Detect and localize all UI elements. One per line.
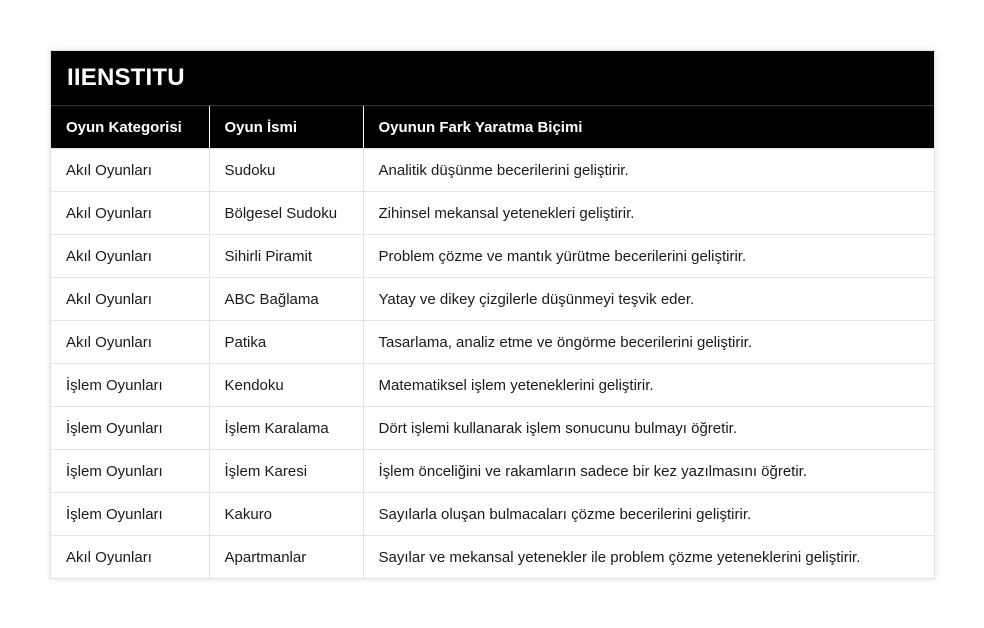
games-table-card — [50, 50, 935, 579]
cell-difference: Yatay ve dikey çizgilerle düşünmeyi teşvik eder. — [363, 278, 934, 321]
cell-category: Akıl Oyunları — [51, 149, 209, 192]
cell-game-name: Kendoku — [209, 364, 363, 407]
cell-category: İşlem Oyunları — [51, 450, 209, 493]
header-category: Oyun Kategorisi — [51, 106, 209, 149]
cell-game-name: İşlem Karesi — [209, 450, 363, 493]
cell-category: Akıl Oyunları — [51, 235, 209, 278]
header-difference: Oyunun Fark Yaratma Biçimi — [363, 106, 934, 149]
table-row — [51, 192, 934, 235]
table-row — [51, 407, 934, 450]
table-row — [51, 235, 934, 278]
cell-category: İşlem Oyunları — [51, 407, 209, 450]
header-row — [51, 106, 934, 149]
cell-difference: Sayılar ve mekansal yetenekler ile problem çözme yeteneklerini geliştirir. — [363, 536, 934, 579]
table-row — [51, 321, 934, 364]
cell-game-name: Patika — [209, 321, 363, 364]
cell-category: İşlem Oyunları — [51, 364, 209, 407]
table-body — [51, 149, 934, 579]
table-row — [51, 149, 934, 192]
brand-title: IIENSTITU — [51, 51, 934, 106]
cell-game-name: ABC Bağlama — [209, 278, 363, 321]
table-row — [51, 278, 934, 321]
cell-category: Akıl Oyunları — [51, 536, 209, 579]
games-table — [51, 106, 934, 578]
table-row — [51, 364, 934, 407]
cell-difference: Analitik düşünme becerilerini geliştirir. — [363, 149, 934, 192]
cell-category: İşlem Oyunları — [51, 493, 209, 536]
header-game-name: Oyun İsmi — [209, 106, 363, 149]
cell-game-name: Apartmanlar — [209, 536, 363, 579]
table-row — [51, 450, 934, 493]
cell-difference: Zihinsel mekansal yetenekleri geliştirir. — [363, 192, 934, 235]
cell-difference: Problem çözme ve mantık yürütme becerilerini geliştirir. — [363, 235, 934, 278]
cell-game-name: Sudoku — [209, 149, 363, 192]
cell-category: Akıl Oyunları — [51, 278, 209, 321]
cell-difference: Matematiksel işlem yeteneklerini geliştirir. — [363, 364, 934, 407]
cell-difference: Tasarlama, analiz etme ve öngörme becerilerini geliştirir. — [363, 321, 934, 364]
cell-difference: İşlem önceliğini ve rakamların sadece bir kez yazılmasını öğretir. — [363, 450, 934, 493]
table-row — [51, 536, 934, 579]
cell-game-name: Kakuro — [209, 493, 363, 536]
cell-game-name: Bölgesel Sudoku — [209, 192, 363, 235]
cell-difference: Dört işlemi kullanarak işlem sonucunu bulmayı öğretir. — [363, 407, 934, 450]
cell-game-name: İşlem Karalama — [209, 407, 363, 450]
table-header — [51, 106, 934, 149]
cell-category: Akıl Oyunları — [51, 192, 209, 235]
cell-game-name: Sihirli Piramit — [209, 235, 363, 278]
cell-difference: Sayılarla oluşan bulmacaları çözme becerilerini geliştirir. — [363, 493, 934, 536]
table-row — [51, 493, 934, 536]
cell-category: Akıl Oyunları — [51, 321, 209, 364]
